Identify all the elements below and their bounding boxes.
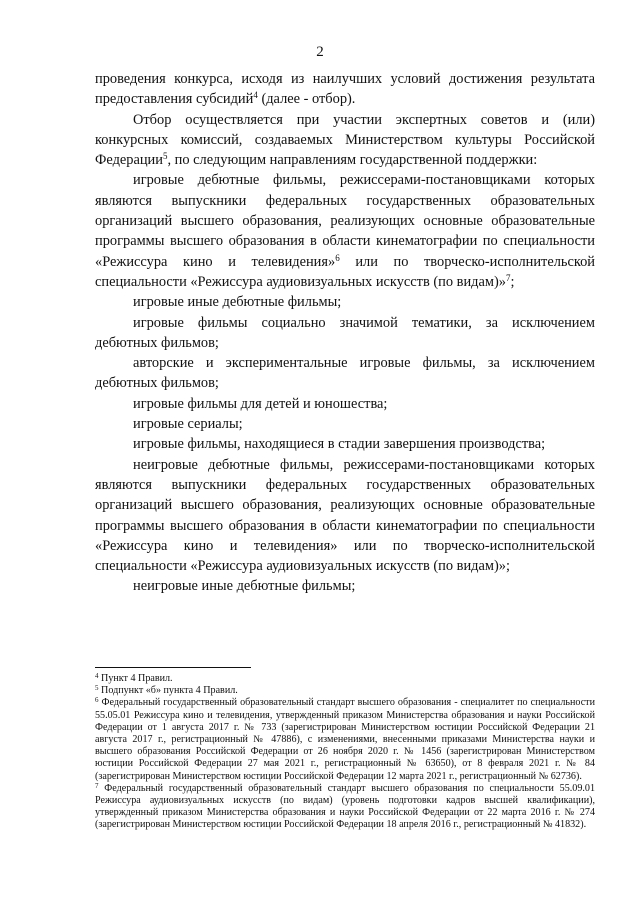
footnote-ref-7: 7 xyxy=(505,272,511,283)
list-item-other-debut-documentary-films: неигровые иные дебютные фильмы; xyxy=(133,578,356,595)
list-item-debut-feature-films: игровые дебютные фильмы, режиссерами-постановщиками которых являются выпускники федеральных государственных образовательных организаций высшего образования, реализующих основные образовательные программы высшего образования в области кинематографии по специальности «Режиссура кино и телевидения»$^6$ или по творческо-исполнительской специальности «Режиссура аудиовизуальных искусств (по видам)»$^7$; xyxy=(95,172,595,290)
footnote-ref-5: 5 xyxy=(162,151,168,162)
list-item-series: игровые сериалы; xyxy=(133,416,243,433)
list-item-debut-documentary-films: неигровые дебютные фильмы, режиссерами-постановщиками которых являются выпускники федеральных государственных образовательных организаций высшего образования, реализующих основные образовательные программы высшего образования в области кинематографии по специальности «Режиссура кино и телевидения» или по творческо-исполнительской специальности «Режиссура аудиовизуальных искусств (по видам)»; xyxy=(95,456,595,575)
list-item-socially-significant-films: игровые фильмы социально значимой тематики, за исключением дебютных фильмов; xyxy=(95,314,595,351)
list-item-completion-stage-films: игровые фильмы, находящиеся в стадии завершения производства; xyxy=(133,436,546,453)
footnote-7: $^7$ Федеральный государственный образовательный стандарт высшего образования по специальности 55.09.01 Режиссура аудиовизуальных искусств (по видам) (уровень подготовки кадров высшей квалификации), утвержденный приказом Министерства образования и науки Российской Федерации от 22 марта 2016 г. № 274 (зарегистрирован Министерством юстиции Российской Федерации 18 апреля 2016 г., регистрационный № 41832). xyxy=(95,781,595,831)
page-number: 2 xyxy=(316,44,324,60)
paragraph-1: проведения конкурса, исходя из наилучших условий достижения результата предоставления субсидий$^4$ (далее - отбор). xyxy=(95,71,595,108)
document-body xyxy=(95,69,595,597)
footnote-4: $^4$ Пункт 4 Правил. xyxy=(95,672,173,684)
list-item-children-youth-films: игровые фильмы для детей и юношества; xyxy=(133,395,388,412)
paragraph-2: Отбор осуществляется при участии экспертных советов и (или) конкурсных комиссий, создаваемых Министерством культуры Российской Федерации$^5$, по следующим направлениям государственной поддержки: xyxy=(95,111,595,169)
list-item-other-debut-feature-films: игровые иные дебютные фильмы; xyxy=(133,294,342,311)
list-item-author-experimental-films: авторские и экспериментальные игровые фильмы, за исключением дебютных фильмов; xyxy=(95,355,595,392)
footnote-5: $^5$ Подпункт «б» пункта 4 Правил. xyxy=(95,684,238,697)
footnote-ref-4: 4 xyxy=(253,90,258,101)
footnote-ref-6: 6 xyxy=(335,252,340,263)
footnote-6: $^6$ Федеральный государственный образовательный стандарт высшего образования - специалитет по специальности 55.05.01 Режиссура кино и телевидения, утвержденный приказом Министерства образования и науки Российской Федерации от 1 августа 2017 г. № 733 (зарегистрирован Министерством юстиции Российской Федерации 21 августа 2017 г., регистрационный № 47886), с изменениями, внесенными приказами Министерства науки и высшего образования Российской Федерации от 26 ноября 2020 г. № 1456 (зарегистрирован Министерством юстиции Российской Федерации 27 мая 2021 г., регистрационный № 63650), от 8 февраля 2021 г. № 84 (зарегистрирован Министерством юстиции Российской Федерации 12 марта 2021 г., регистрационный № 62736). xyxy=(95,696,595,782)
footnote-separator xyxy=(95,667,251,668)
footnotes xyxy=(95,673,595,832)
